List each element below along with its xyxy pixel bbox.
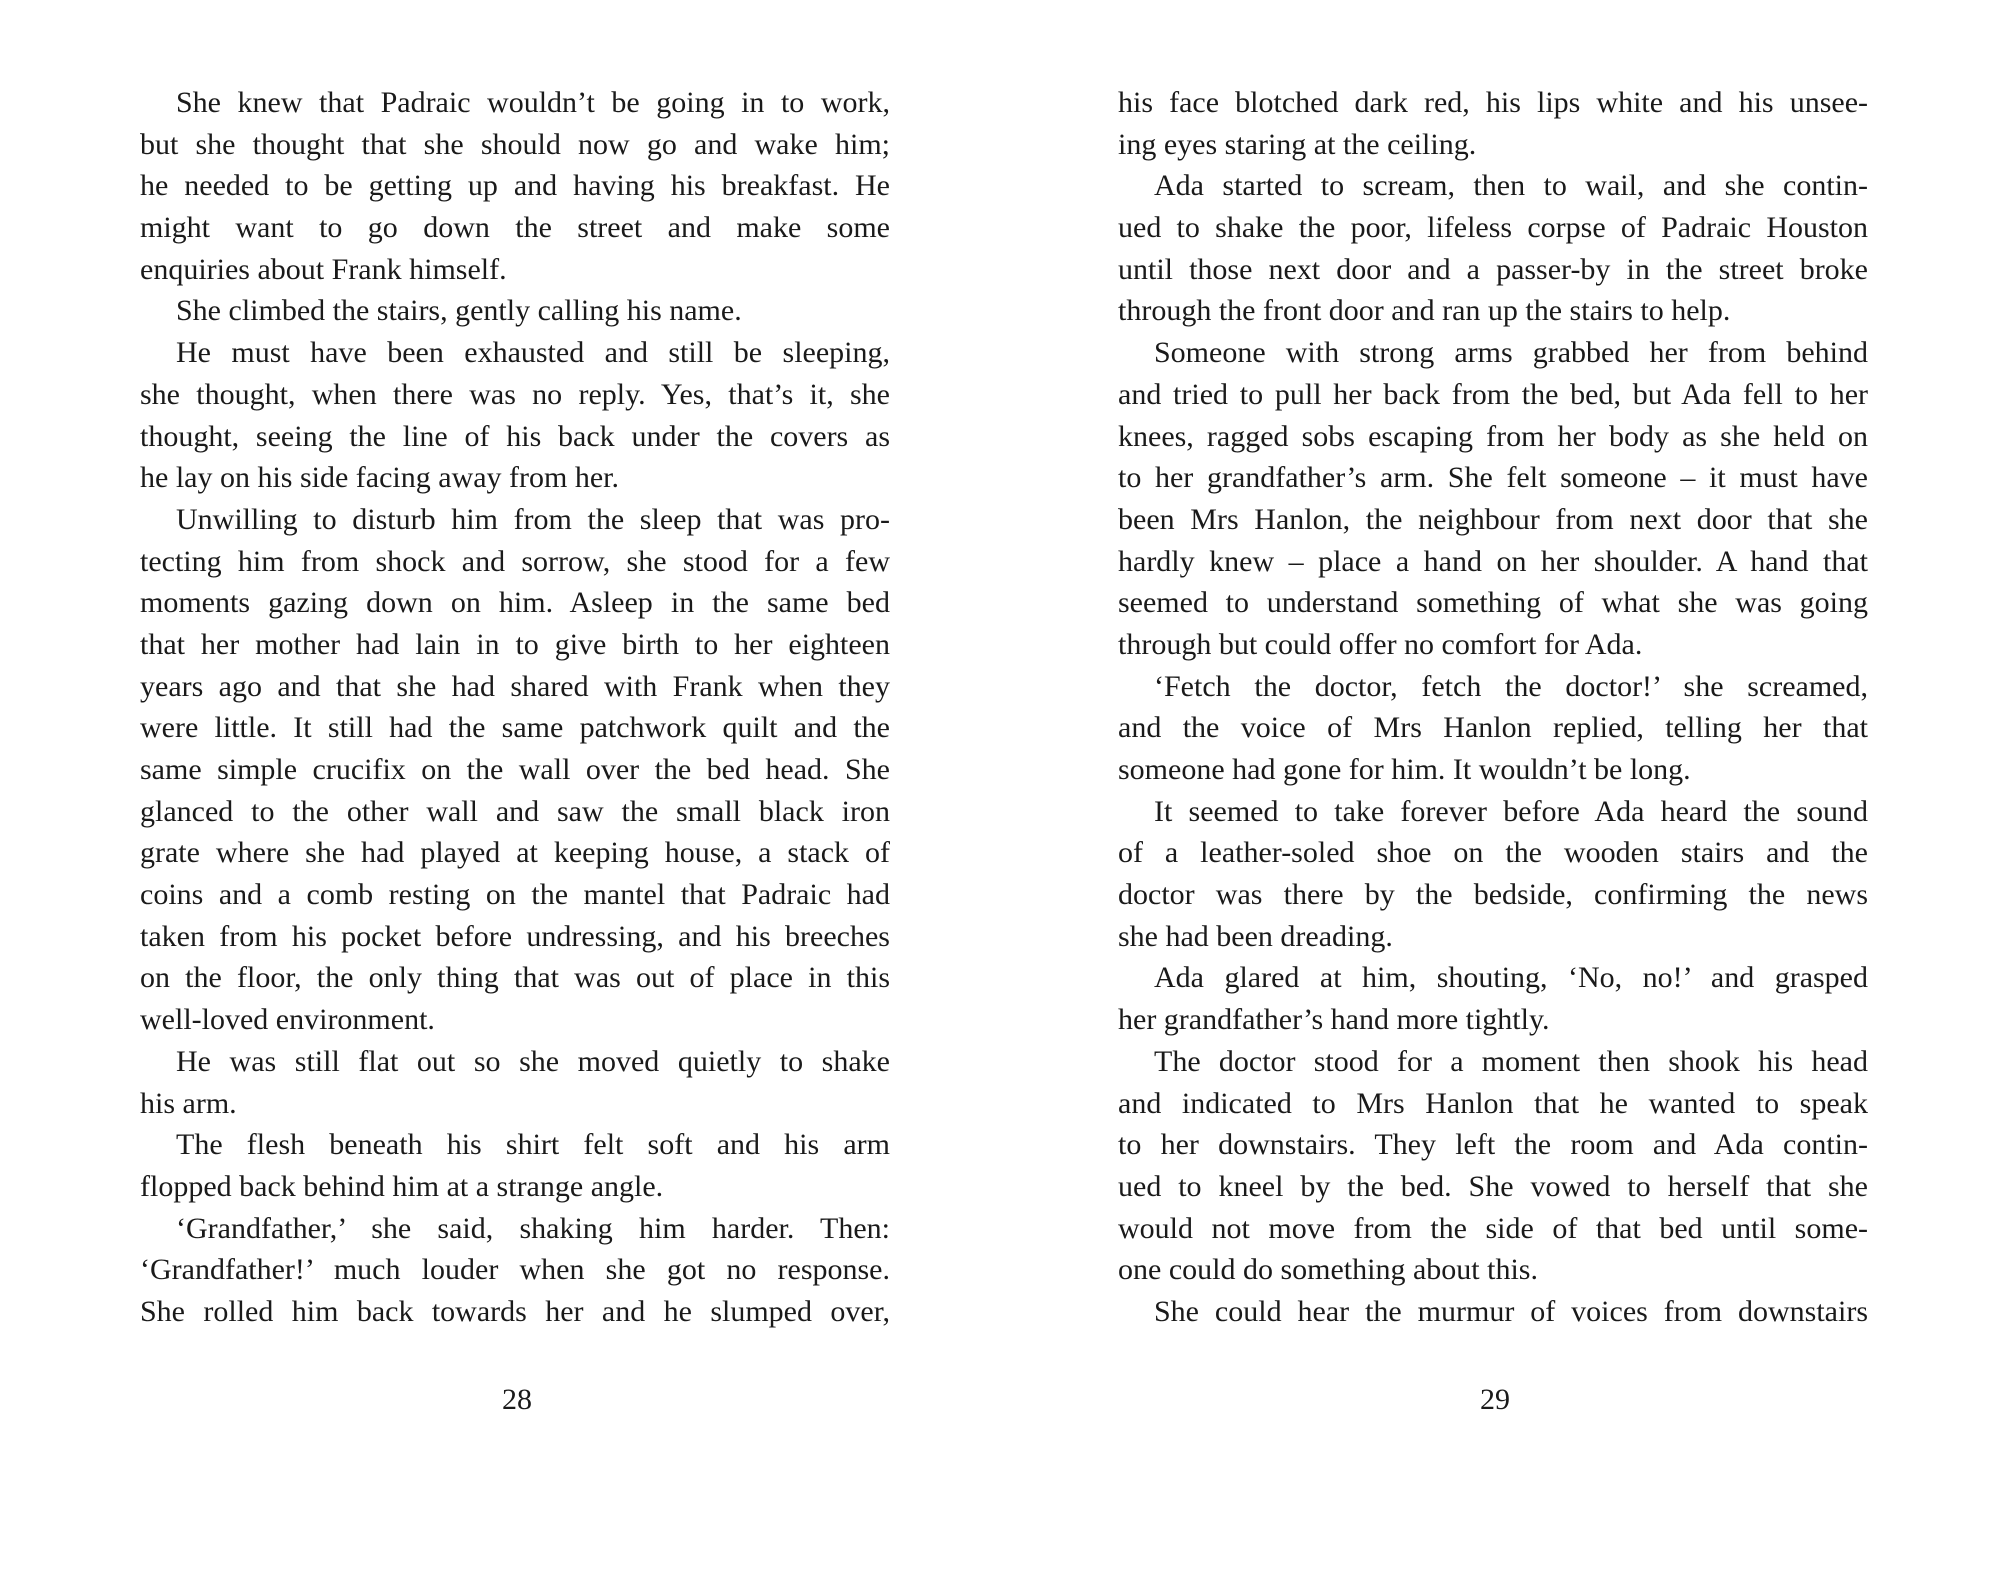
text-line: Ada glared at him, shouting, ‘No, no!’ and grasped (1154, 961, 1868, 995)
text-line: one could do something about this. (1118, 1253, 1538, 1287)
text-line: Someone with strong arms grabbed her from behind (1154, 336, 1868, 370)
text-line: to her grandfather’s arm. She felt someone – it must have (1118, 461, 1868, 495)
text-line: years ago and that she had shared with Frank when they (140, 669, 890, 703)
text-line: and tried to pull her back from the bed, but Ada fell to her (1118, 377, 1868, 411)
text-line: It seemed to take forever before Ada heard the sound (1154, 794, 1868, 828)
text-line: Unwilling to disturb him from the sleep that was pro- (176, 502, 890, 536)
text-line: She rolled him back towards her and he slumped over, (140, 1294, 890, 1328)
text-line: ‘Fetch the doctor, fetch the doctor!’ she screamed, (1154, 669, 1868, 703)
text-line: she thought, when there was no reply. Yes, that’s it, she (140, 377, 890, 411)
text-line: might want to go down the street and make some (140, 211, 890, 245)
text-line: Ada started to scream, then to wail, and she contin- (1154, 169, 1868, 203)
text-line: She climbed the stairs, gently calling his name. (176, 294, 742, 328)
right-page-text (1118, 82, 1868, 1333)
text-line: ued to kneel by the bed. She vowed to herself that she (1118, 1169, 1868, 1203)
text-line: ‘Grandfather,’ she said, shaking him harder. Then: (176, 1211, 890, 1245)
text-line: and indicated to Mrs Hanlon that he wanted to speak (1118, 1086, 1868, 1120)
text-line: She knew that Padraic wouldn’t be going in to work, (176, 86, 890, 119)
text-line: grate where she had played at keeping house, a stack of (140, 836, 890, 870)
text-line: The doctor stood for a moment then shook his head (1154, 1044, 1868, 1078)
text-line: but she thought that she should now go and wake him; (140, 127, 890, 161)
text-line: she had been dreading. (1118, 919, 1393, 953)
text-line: were little. It still had the same patchwork quilt and the (140, 711, 890, 745)
text-line: enquiries about Frank himself. (140, 252, 507, 286)
text-line: through the front door and ran up the stairs to help. (1118, 294, 1731, 328)
text-line: ing eyes staring at the ceiling. (1118, 127, 1477, 161)
text-line: flopped back behind him at a strange angle. (140, 1169, 664, 1203)
text-line: doctor was there by the bedside, confirming the news (1118, 878, 1868, 912)
text-line: he lay on his side facing away from her. (140, 461, 620, 495)
text-line: ‘Grandfather!’ much louder when she got no response. (140, 1253, 890, 1287)
page-number-left: 28 (502, 1383, 532, 1416)
text-line: seemed to understand something of what she was going (1118, 586, 1868, 620)
text-line: his face blotched dark red, his lips white and his unsee- (1118, 86, 1868, 119)
text-line: tecting him from shock and sorrow, she stood for a few (140, 544, 890, 578)
text-line: until those next door and a passer-by in the street broke (1118, 252, 1868, 286)
text-line: same simple crucifix on the wall over the bed head. She (140, 753, 890, 786)
text-line: well-loved environment. (140, 1003, 435, 1037)
text-line: She could hear the murmur of voices from downstairs (1154, 1294, 1868, 1328)
text-line: The flesh beneath his shirt felt soft and his arm (176, 1128, 890, 1162)
text-line: and the voice of Mrs Hanlon replied, telling her that (1118, 711, 1868, 745)
text-line: someone had gone for him. It wouldn’t be long. (1118, 753, 1691, 786)
text-line: taken from his pocket before undressing, and his breeches (140, 919, 890, 953)
text-line: been Mrs Hanlon, the neighbour from next door that she (1118, 502, 1868, 536)
text-line: coins and a comb resting on the mantel that Padraic had (140, 878, 890, 912)
text-line: his arm. (140, 1086, 237, 1120)
text-line: moments gazing down on him. Asleep in the same bed (140, 586, 890, 620)
text-line: through but could offer no comfort for Ada. (1118, 627, 1643, 661)
text-line: on the floor, the only thing that was out of place in this (140, 961, 890, 995)
text-line: knees, ragged sobs escaping from her body as she held on (1118, 419, 1868, 453)
text-line: that her mother had lain in to give birth to her eighteen (140, 627, 890, 661)
text-line: to her downstairs. They left the room and Ada contin- (1118, 1128, 1868, 1162)
page-number-right: 29 (1480, 1383, 1510, 1416)
text-line: He was still flat out so she moved quietly to shake (176, 1044, 890, 1078)
text-line: glanced to the other wall and saw the small black iron (140, 794, 890, 828)
text-line: thought, seeing the line of his back under the covers as (140, 419, 890, 453)
left-page-text (140, 82, 890, 1333)
text-line: would not move from the side of that bed until some- (1118, 1211, 1868, 1245)
text-line: her grandfather’s hand more tightly. (1118, 1003, 1550, 1037)
text-line: He must have been exhausted and still be sleeping, (176, 336, 890, 370)
text-line: hardly knew – place a hand on her shoulder. A hand that (1118, 544, 1868, 578)
text-line: of a leather-soled shoe on the wooden stairs and the (1118, 836, 1868, 870)
text-line: ued to shake the poor, lifeless corpse of Padraic Houston (1118, 211, 1868, 245)
text-line: he needed to be getting up and having his breakfast. He (140, 169, 890, 203)
